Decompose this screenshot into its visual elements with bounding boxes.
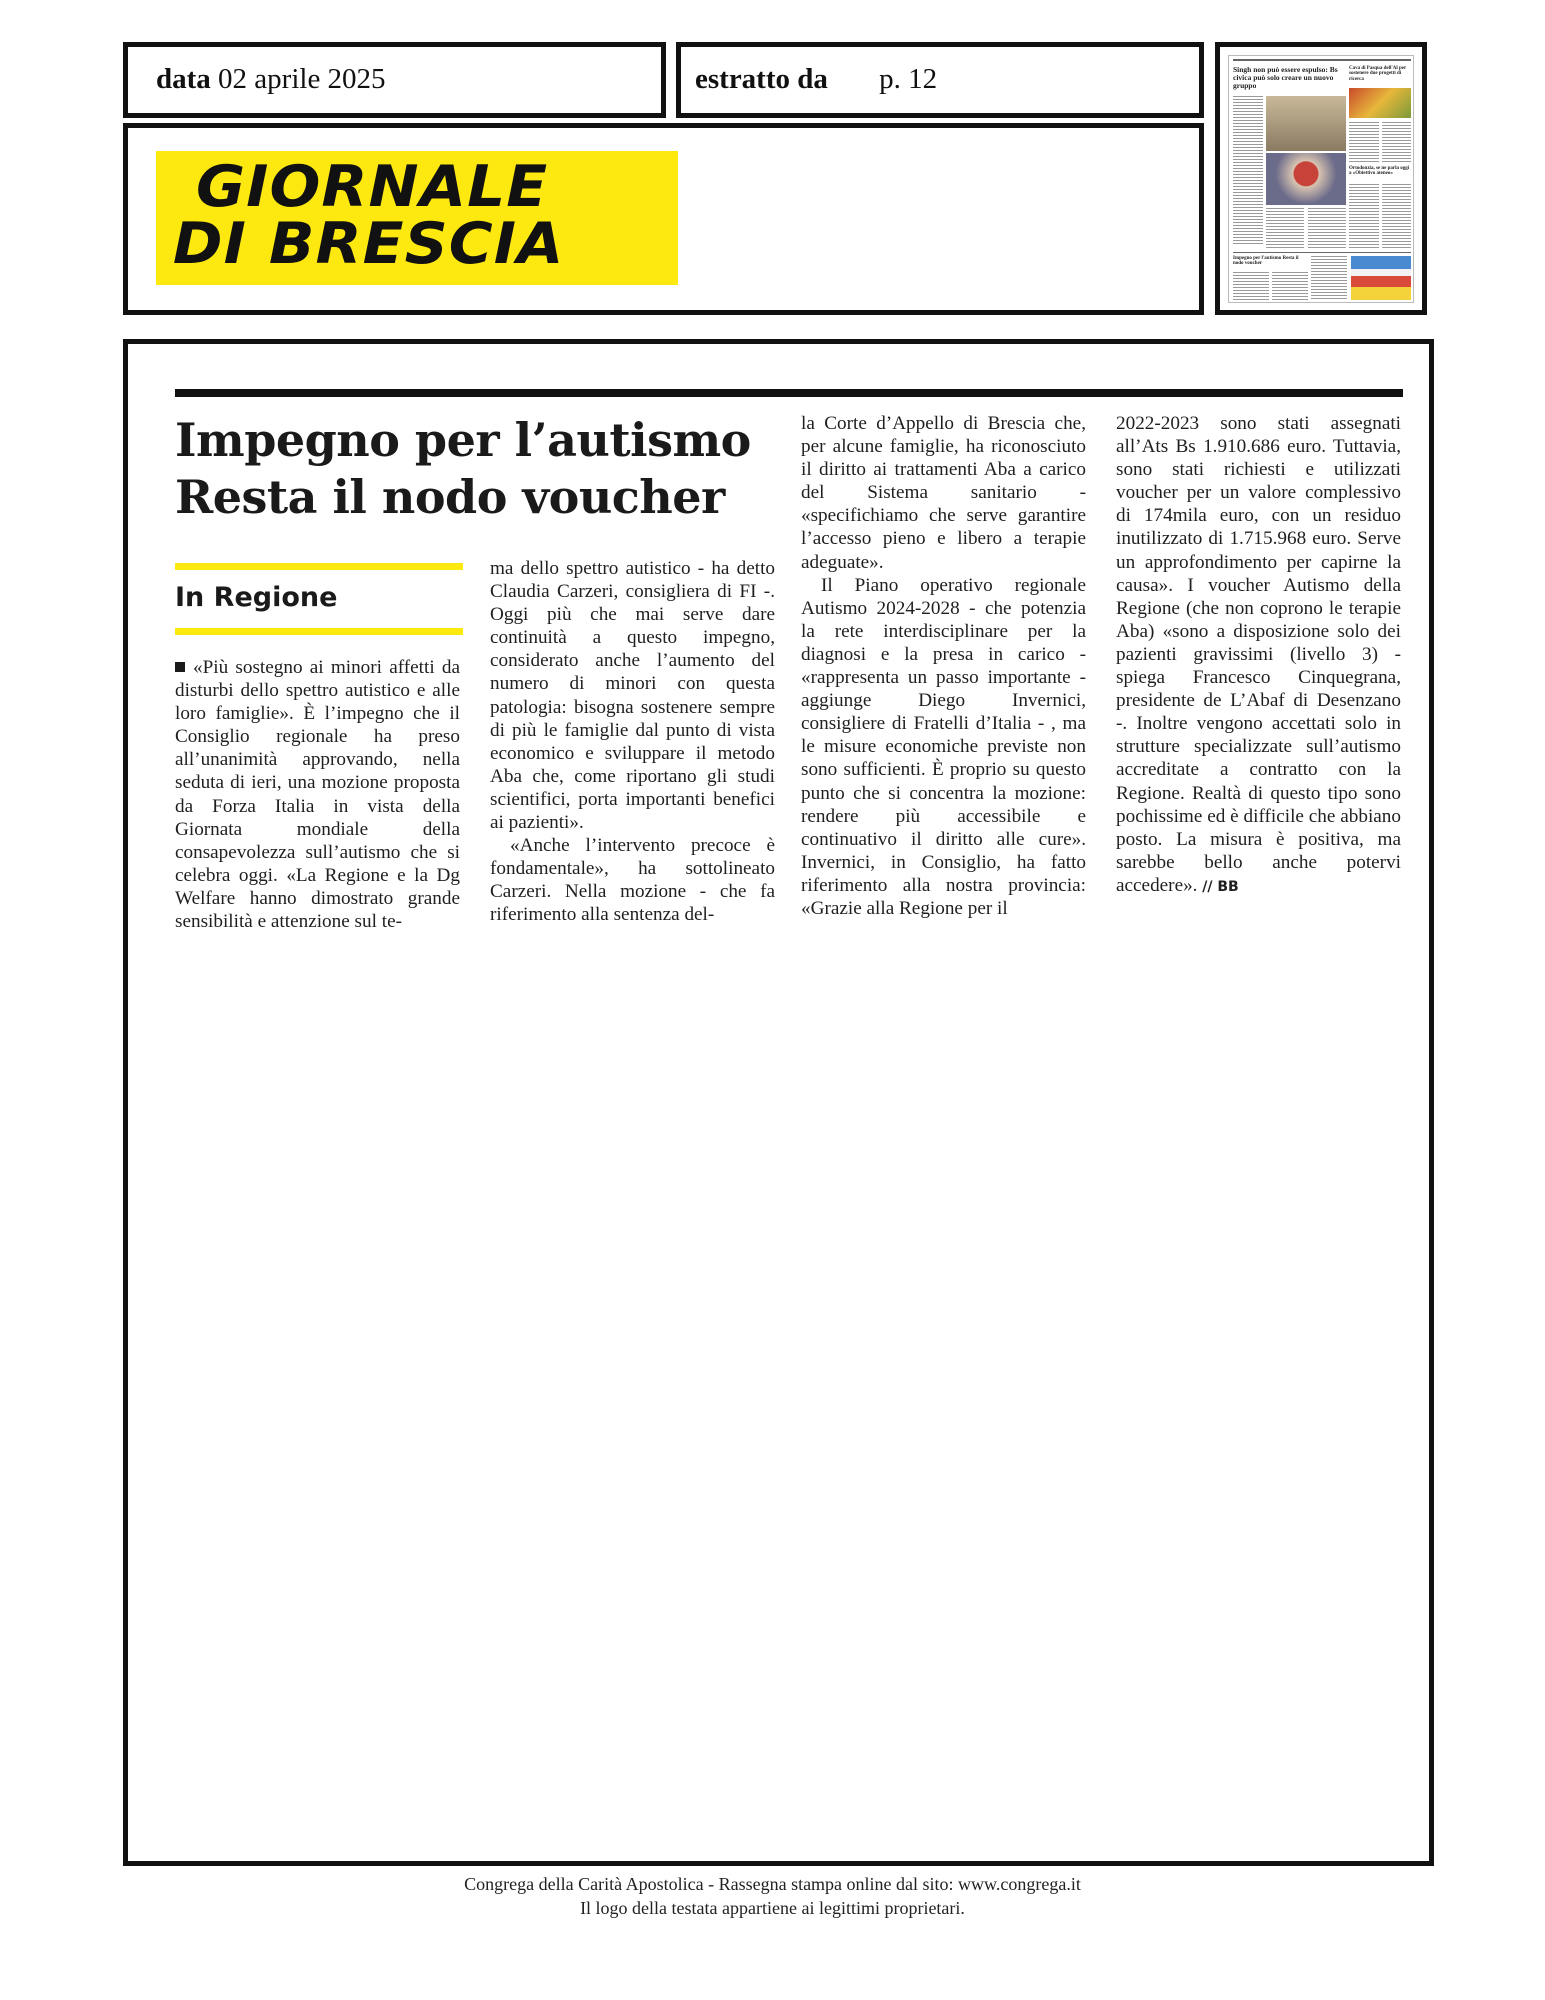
thumb-headline-4: Impegno per l'autismo Resta il nodo voucher <box>1233 256 1299 267</box>
extract-box <box>676 42 1204 118</box>
thumb-text-col <box>1233 96 1263 246</box>
section-rule-bottom <box>175 628 463 635</box>
thumb-text-col <box>1233 272 1269 300</box>
logo-line-2: DI BRESCIA <box>172 211 565 277</box>
paragraph-text: 2022-2023 sono stati assegnati all’Ats Bs 1.910.686 euro. Tuttavia, sono stati richiesti e utilizzati voucher per un valore complessivo di 174mila euro, con un residuo inutilizzato di 1.715.968 euro. Serve un approfondimento per capirne la causa». I voucher Autismo della Regione (che non coprono le terapie Aba) «sono a disposizione solo dei pazienti gravissimi (livello 3) - spiega Francesco Cinquegrana, presidente de L’Abaf di Desenzano -. Inoltre vengono accettati solo in strutture specializzate sull’autismo accreditate a contratto con la Regione. Realtà di questo tipo sono pochissime ed è difficile che abbiano posto. La misura è positiva, ma sarebbe bello anche potervi accedere». <box>1116 413 1401 896</box>
page-thumbnail-box <box>1215 42 1427 315</box>
section-rule-top <box>175 563 463 570</box>
bullet-square-icon <box>175 662 185 672</box>
footer-line-1: Congrega della Carità Apostolica - Rassegna stampa online dal sito: www.congrega.it <box>464 1874 1081 1894</box>
headline-line-1: Impegno per l’autismo <box>175 413 751 467</box>
thumb-headline-2: Cava di Pasqua dell'Al per sostenere due progetti di ricerca <box>1349 66 1407 82</box>
masthead-box <box>123 123 1204 315</box>
article-column-4 <box>1116 412 1401 899</box>
extract-label: estratto da <box>695 63 828 95</box>
thumb-photo-3 <box>1266 153 1346 205</box>
thumb-text-col <box>1266 208 1304 248</box>
thumb-text-col <box>1311 256 1347 300</box>
article-top-rule <box>175 389 1403 397</box>
thumb-photo-2 <box>1266 96 1346 151</box>
extract-line <box>695 63 937 96</box>
thumb-ad <box>1351 256 1411 300</box>
thumb-text-col <box>1382 184 1411 249</box>
article-headline <box>175 412 765 526</box>
author-signature: // BB <box>1202 878 1239 895</box>
page-footer <box>0 1872 1545 1920</box>
footer-line-2: Il logo della testata appartiene ai legittimi proprietari. <box>580 1898 965 1918</box>
paragraph-text: «Più sostegno ai minori affetti da disturbi dello spettro autistico e alle loro famiglie». È l’impegno che il Consiglio regionale ha preso all’unanimità approvando, nella seduta di ieri, una mozione proposta da Forza Italia in vista della Giornata mondiale della consapevolezza sull’autismo che si celebra oggi. «La Regione e la Dg Welfare hanno dimostrato grande sensibilità e attenzione sul te- <box>175 657 460 933</box>
thumb-top-rule <box>1233 59 1411 61</box>
thumb-divider <box>1233 252 1411 253</box>
thumb-text-col <box>1349 122 1379 162</box>
article-column-2 <box>490 557 775 927</box>
thumb-photo-1 <box>1349 88 1411 118</box>
paragraph <box>1116 412 1401 899</box>
page-reference: p. 12 <box>879 63 938 95</box>
date-line <box>156 63 386 96</box>
article-box <box>123 339 1434 1866</box>
page-thumbnail <box>1228 55 1414 303</box>
thumb-text-col <box>1349 184 1379 249</box>
paragraph: Il Piano operativo regionale Autismo 2024-2028 - che potenzia la rete interdisciplinare per la diagnosi e la presa in carico - «rappresenta un passo importante - aggiunge Diego Invernici, consigliere di Fratelli d’Italia - , ma le misure economiche previste non sono sufficienti. È proprio su questo punto che si concentra la mozione: rendere più accessibile e continuativo il diritto alle cure». Invernici, in Consiglio, ha fatto riferimento alla nostra provincia: «Grazie alla Regione per il <box>801 574 1086 919</box>
section-label: In Regione <box>175 582 338 613</box>
thumb-text-col <box>1382 122 1411 162</box>
date-label: data <box>156 63 211 95</box>
thumb-text-col <box>1308 208 1346 248</box>
paragraph: «Anche l’intervento precoce è fondamentale», ha sottolineato Carzeri. Nella mozione - che fa riferimento alla sentenza del- <box>490 835 775 926</box>
date-box <box>123 42 666 118</box>
thumb-text-col <box>1272 272 1308 300</box>
newspaper-logo <box>156 151 678 285</box>
thumb-headline-3: Ortodonzia, se ne parla oggi a «Obiettivo ateneo» <box>1349 166 1410 177</box>
article-column-3 <box>801 412 1086 920</box>
headline-line-2: Resta il nodo voucher <box>175 470 725 524</box>
paragraph: ma dello spettro autistico - ha detto Claudia Carzeri, consigliera di FI -. Oggi più che mai serve dare continuità a questo impegno, considerato anche l’aumento del numero di minori con questa patologia: bisogna sostenere sempre di più le famiglie dal punto di vista economico e sviluppare il metodo Aba che, come riportano gli studi scientifici, porta importanti benefici ai pazienti». <box>490 558 775 834</box>
date-value: 02 aprile 2025 <box>218 63 386 95</box>
paragraph: la Corte d’Appello di Brescia che, per alcune famiglie, ha riconosciuto il diritto ai trattamenti Aba a carico del Sistema sanitario - «specifichiamo che serve garantire l’accesso pieno e libero a terapie adeguate». <box>801 413 1086 573</box>
article-column-1 <box>175 656 460 933</box>
logo-line-1: GIORNALE <box>196 154 549 220</box>
paragraph <box>175 656 460 933</box>
logo-text <box>172 154 565 277</box>
thumb-headline-1: Singh non può essere espulso: Bs civica può solo creare un nuovo gruppo <box>1233 65 1338 90</box>
